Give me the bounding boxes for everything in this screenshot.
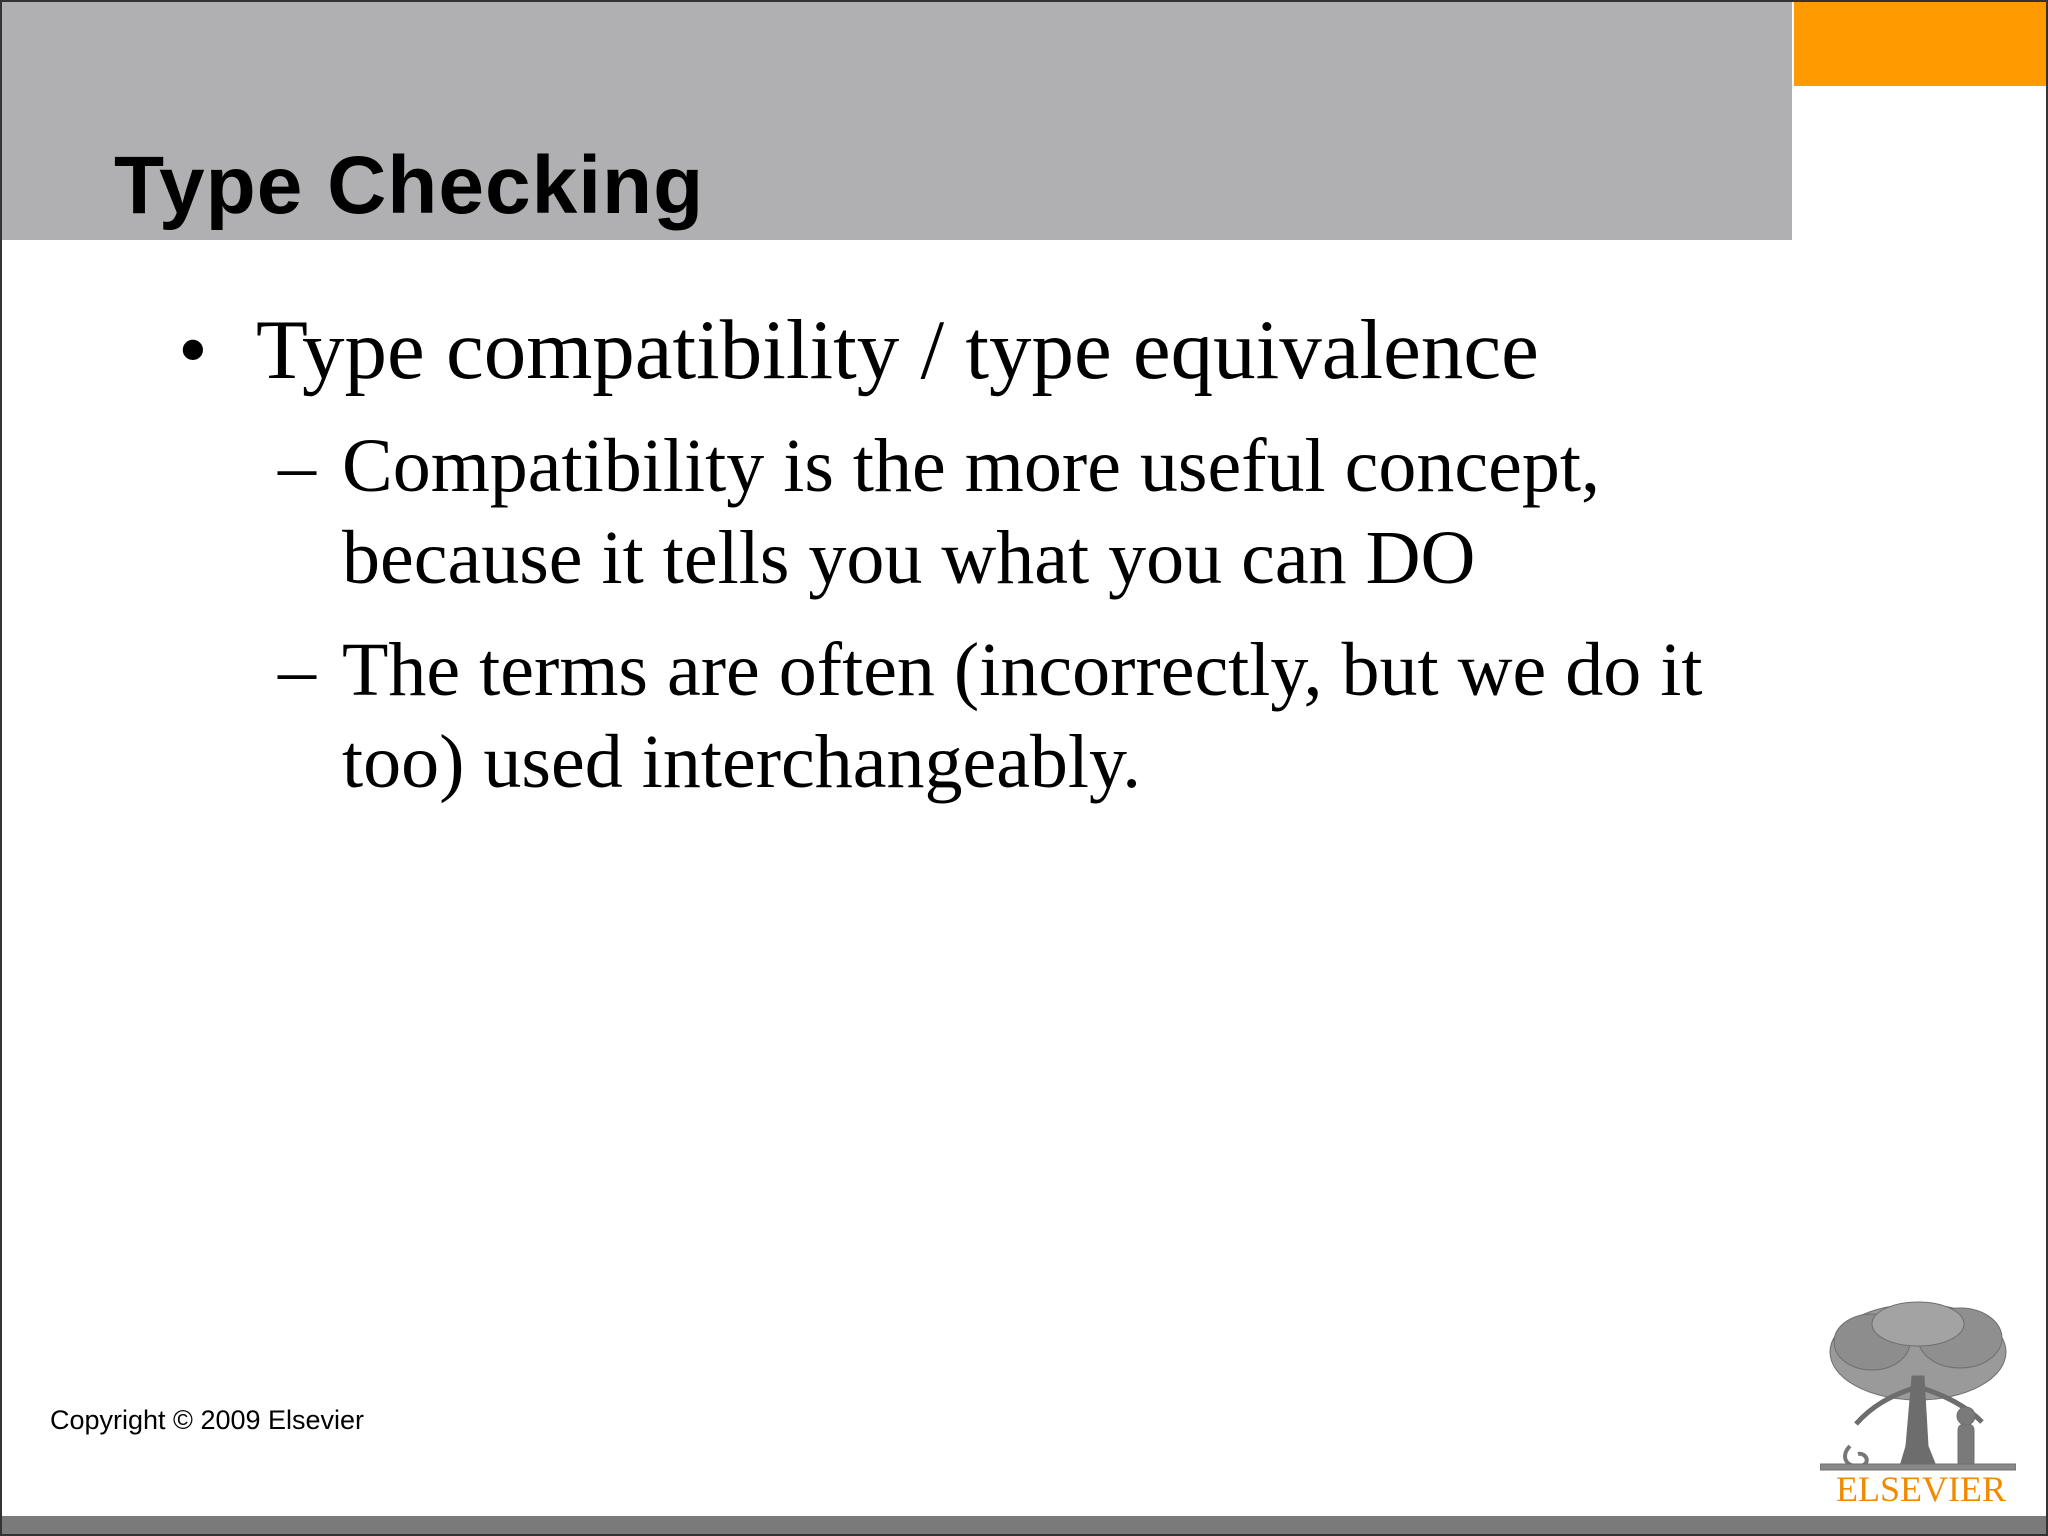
sub-bullet-marker: – <box>278 628 316 712</box>
slide-content <box>2 2 2046 1534</box>
bottom-divider <box>2 1516 2046 1534</box>
copyright-footer: Copyright © 2009 Elsevier <box>50 1405 365 1435</box>
slide-title: Type Checking <box>114 140 705 231</box>
sub-bullet-text: Compatibility is the more useful concept, because it tells you what you can DO <box>342 424 1600 600</box>
elsevier-wordmark: ELSEVIER <box>1836 1469 2006 1509</box>
sub-bullet-marker: – <box>278 424 316 508</box>
bullet-marker: • <box>178 303 208 397</box>
bullet-text: Type compatibility / type equivalence <box>256 303 1539 397</box>
sub-bullet-text: The terms are often (incorrectly, but we do it too) used interchangeably. <box>342 628 1703 804</box>
